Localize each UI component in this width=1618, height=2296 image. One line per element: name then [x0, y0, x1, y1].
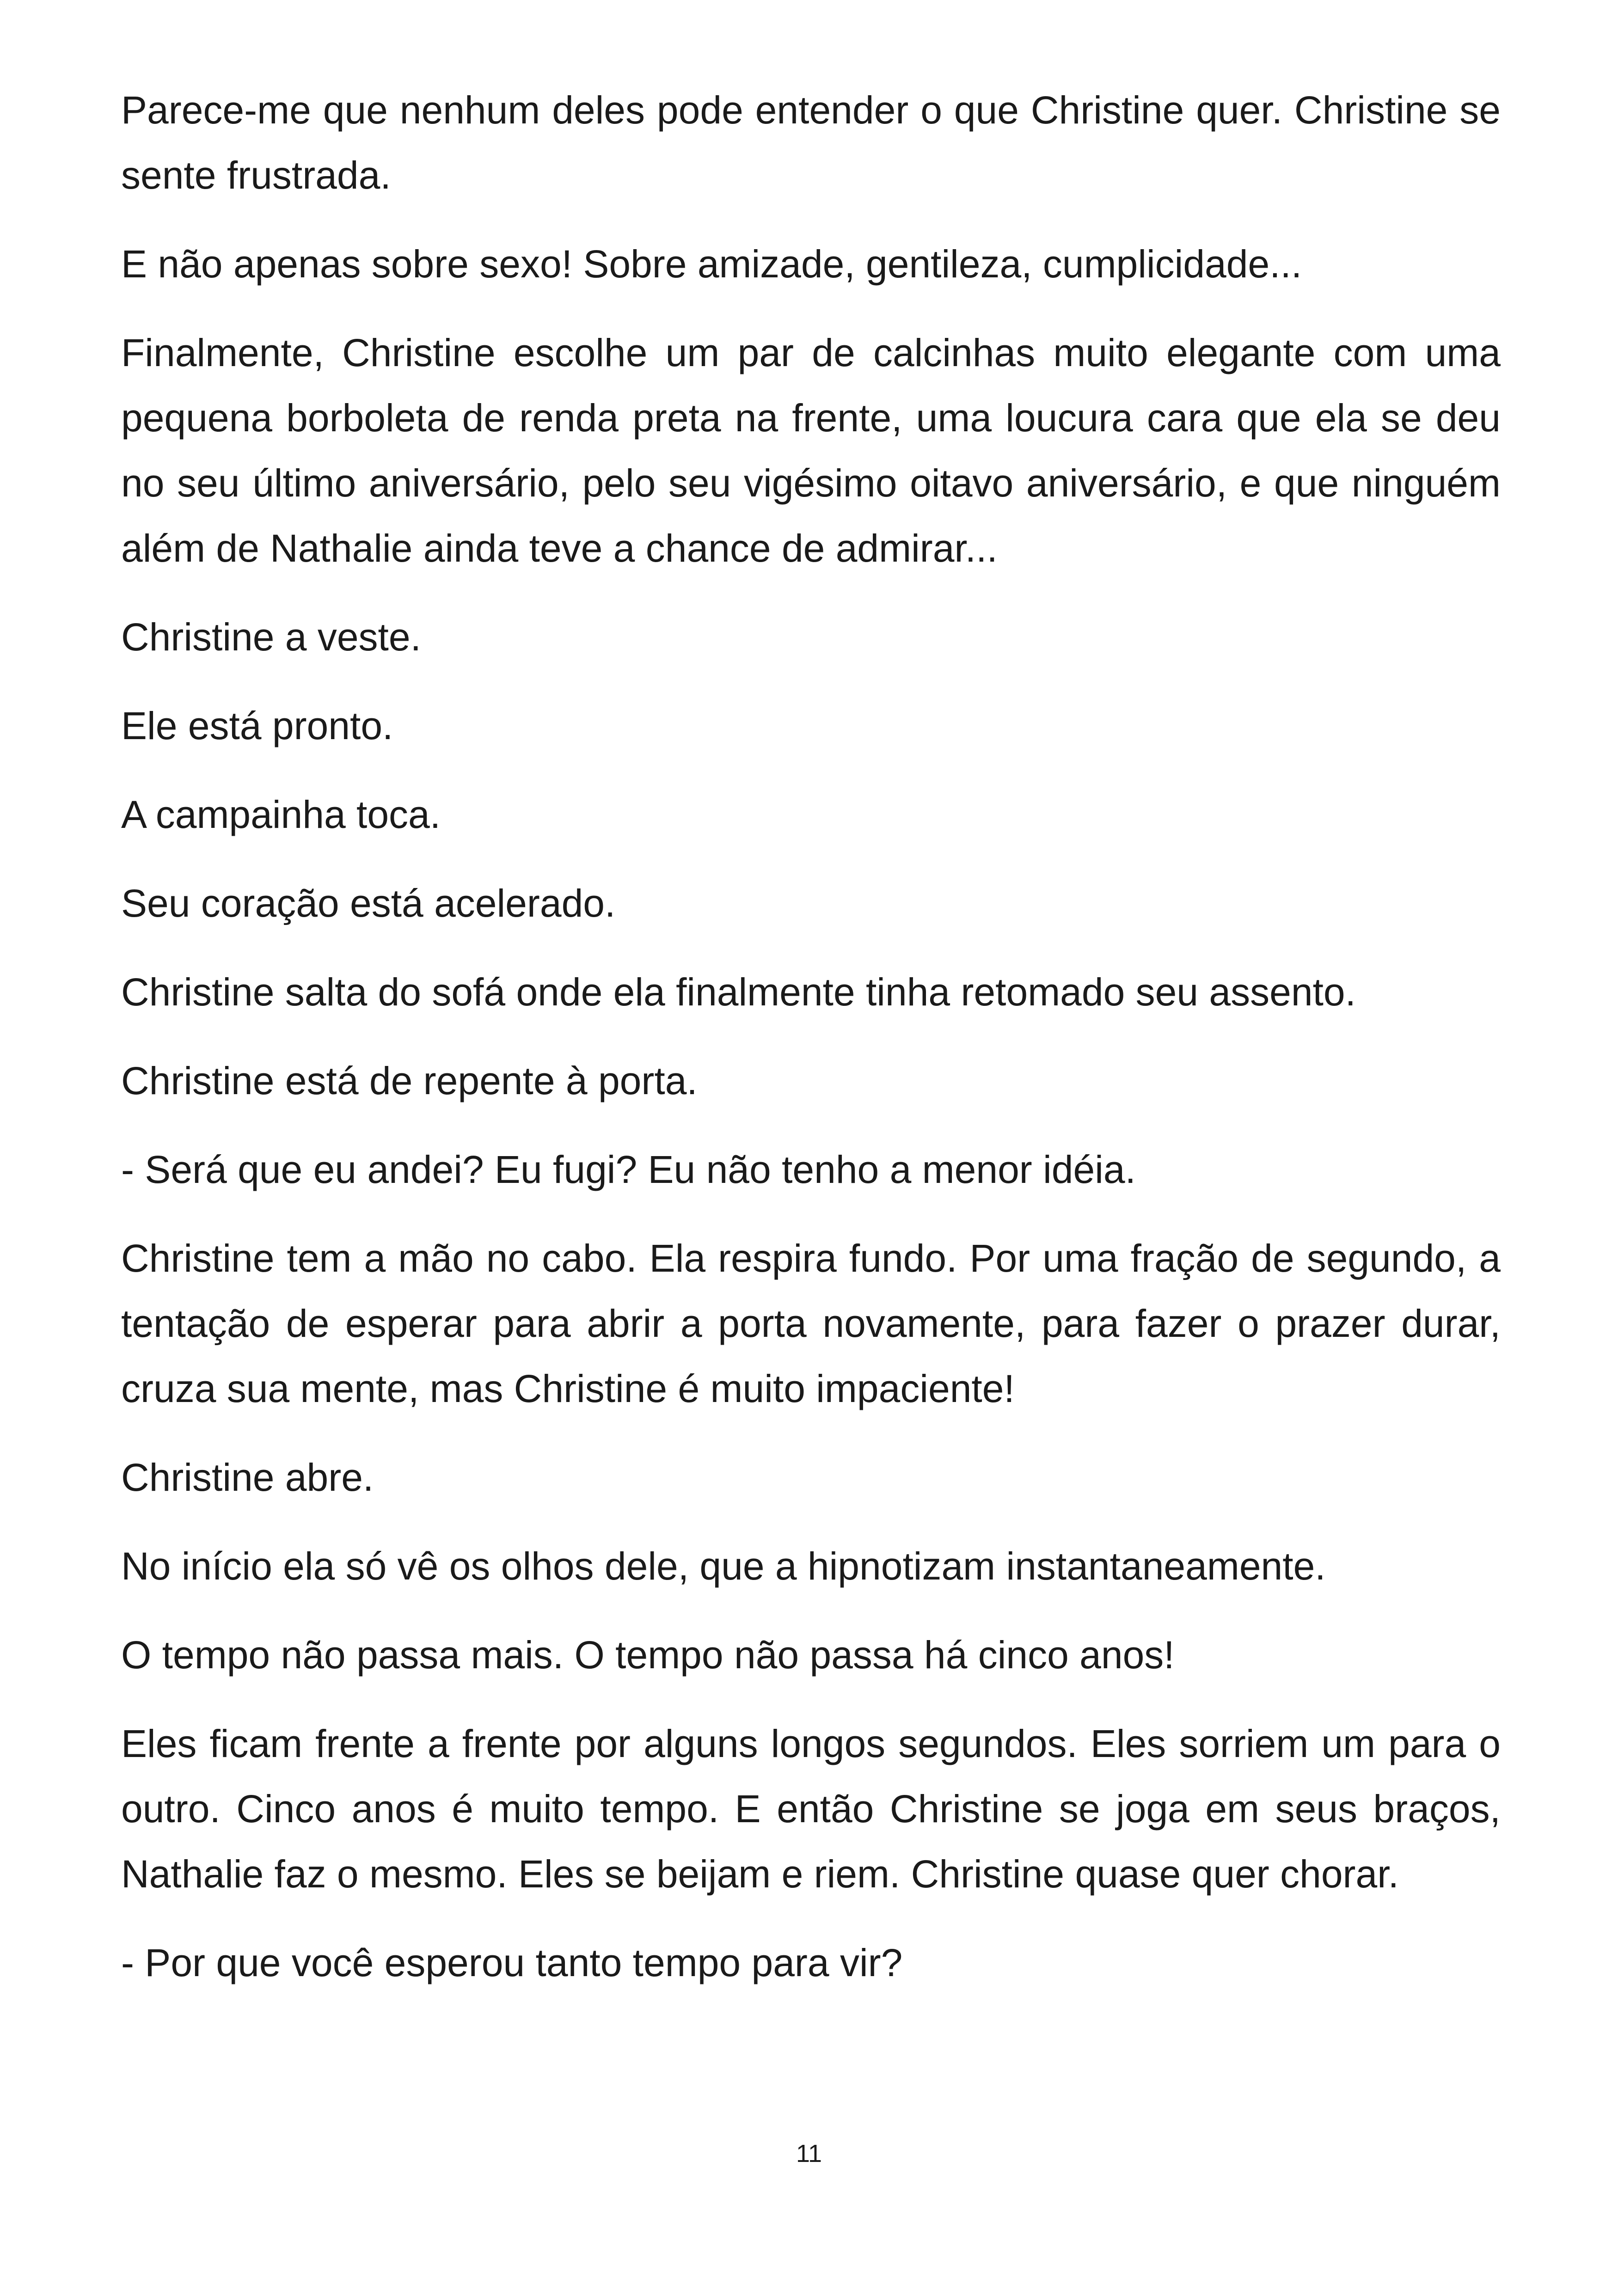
paragraph: - Por que você esperou tanto tempo para vir? — [121, 1941, 903, 1984]
page-number: 11 — [796, 2140, 822, 2167]
paragraph: No início ela só vê os olhos dele, que a hipnotizam instantaneamente. — [121, 1544, 1326, 1588]
paragraph: Parece-me que nenhum deles pode entender o que Christine quer. Christine se sente frustrada. — [121, 88, 1501, 197]
paragraph: Christine tem a mão no cabo. Ela respira fundo. Por uma fração de segundo, a tentação de esperar para abrir a porta novamente, para fazer o prazer durar, cruza sua mente, mas Christine é muito impaciente! — [121, 1237, 1501, 1410]
paragraph: Seu coração está acelerado. — [121, 882, 616, 925]
paragraph: Christine salta do sofá onde ela finalmente tinha retomado seu assento. — [121, 970, 1356, 1014]
paragraph: Christine abre. — [121, 1456, 374, 1499]
paragraph: A campainha toca. — [121, 793, 441, 836]
paragraph: Christine está de repente à porta. — [121, 1059, 698, 1102]
paragraph: Ele está pronto. — [121, 704, 393, 747]
paragraph: Christine a veste. — [121, 615, 421, 659]
paragraph: Finalmente, Christine escolhe um par de calcinhas muito elegante com uma pequena borboleta de renda preta na frente, uma loucura cara que ela se deu no seu último aniversário, pelo seu vigésimo oitavo aniversário, e que ninguém além de Nathalie ainda teve a chance de admirar... — [121, 331, 1501, 570]
text-body — [121, 78, 1501, 2019]
paragraph: E não apenas sobre sexo! Sobre amizade, gentileza, cumplicidade... — [121, 242, 1302, 286]
paragraph: - Será que eu andei? Eu fugi? Eu não tenho a menor idéia. — [121, 1148, 1136, 1191]
paragraph: Eles ficam frente a frente por alguns longos segundos. Eles sorriem um para o outro. Cinco anos é muito tempo. E então Christine se joga em seus braços, Nathalie faz o mesmo. Eles se beijam e riem. Christine quase quer chorar. — [121, 1722, 1501, 1896]
paragraph: O tempo não passa mais. O tempo não passa há cinco anos! — [121, 1633, 1175, 1677]
